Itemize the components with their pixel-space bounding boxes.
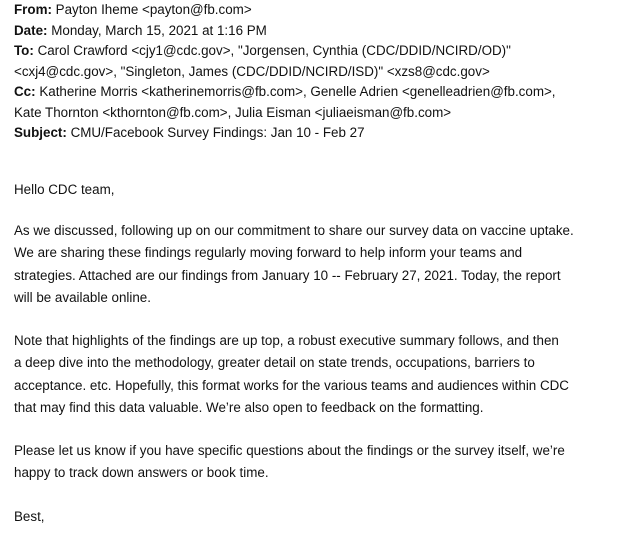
subject-line	[14, 123, 618, 144]
paragraph-line: that may find this data valuable. We’re also open to feedback on the formatting.	[14, 400, 484, 415]
paragraph-line: As we discussed, following up on our commitment to share our survey data on vaccine uptake.	[14, 222, 574, 238]
from-line	[14, 0, 618, 21]
cc-line	[14, 82, 618, 103]
from-label: From:	[14, 2, 52, 17]
paragraph-line: Please let us know if you have specific questions about the findings or the survey itself, we’re	[14, 442, 565, 458]
paragraph-line: strategies. Attached are our findings from January 10 -- February 27, 2021. Today, the report	[14, 267, 561, 283]
to-value-line1: Carol Crawford <cjy1@cdc.gov>, "Jorgensen, Cynthia (CDC/DDID/NCIRD/OD)"	[37, 43, 511, 58]
subject-value: CMU/Facebook Survey Findings: Jan 10 - Feb 27	[70, 125, 365, 140]
paragraph-3	[14, 440, 618, 485]
paragraph-line: happy to track down answers or book time.	[14, 465, 269, 480]
paragraph-2	[14, 330, 618, 420]
to-line-continued	[14, 62, 618, 83]
date-line	[14, 21, 618, 42]
email-header	[14, 0, 618, 144]
to-line	[14, 41, 618, 62]
paragraph-line: a deep dive into the methodology, greater detail on state trends, occupations, barriers to	[14, 355, 535, 370]
cc-value-line2: Kate Thornton <kthornton@fb.com>, Julia Eisman <juliaeisman@fb.com>	[14, 104, 452, 120]
signoff: Best,	[14, 508, 45, 524]
greeting: Hello CDC team,	[14, 181, 115, 197]
cc-line-continued	[14, 103, 618, 124]
subject-label: Subject:	[14, 125, 67, 140]
to-value-line2: <cxj4@cdc.gov>, "Singleton, James (CDC/DDID/NCIRD/ISD)" <xzs8@cdc.gov>	[14, 63, 490, 79]
paragraph-line: Note that highlights of the findings are up top, a robust executive summary follows, and then	[14, 332, 559, 348]
cc-value-line1: Katherine Morris <katherinemorris@fb.com>, Genelle Adrien <genelleadrien@fb.com>,	[39, 84, 556, 99]
cc-label: Cc:	[14, 84, 36, 99]
date-label: Date:	[14, 22, 48, 38]
date-value: Monday, March 15, 2021 at 1:16 PM	[51, 22, 267, 38]
paragraph-line: acceptance. etc. Hopefully, this format works for the various teams and audiences within CDC	[14, 377, 569, 393]
email-body	[14, 180, 618, 527]
to-label: To:	[14, 43, 34, 58]
paragraph-1	[14, 220, 618, 310]
paragraph-line: will be available online.	[14, 290, 151, 305]
from-value: Payton Iheme <payton@fb.com>	[55, 2, 252, 17]
paragraph-line: We are sharing these findings regularly moving forward to help inform your teams and	[14, 245, 523, 260]
